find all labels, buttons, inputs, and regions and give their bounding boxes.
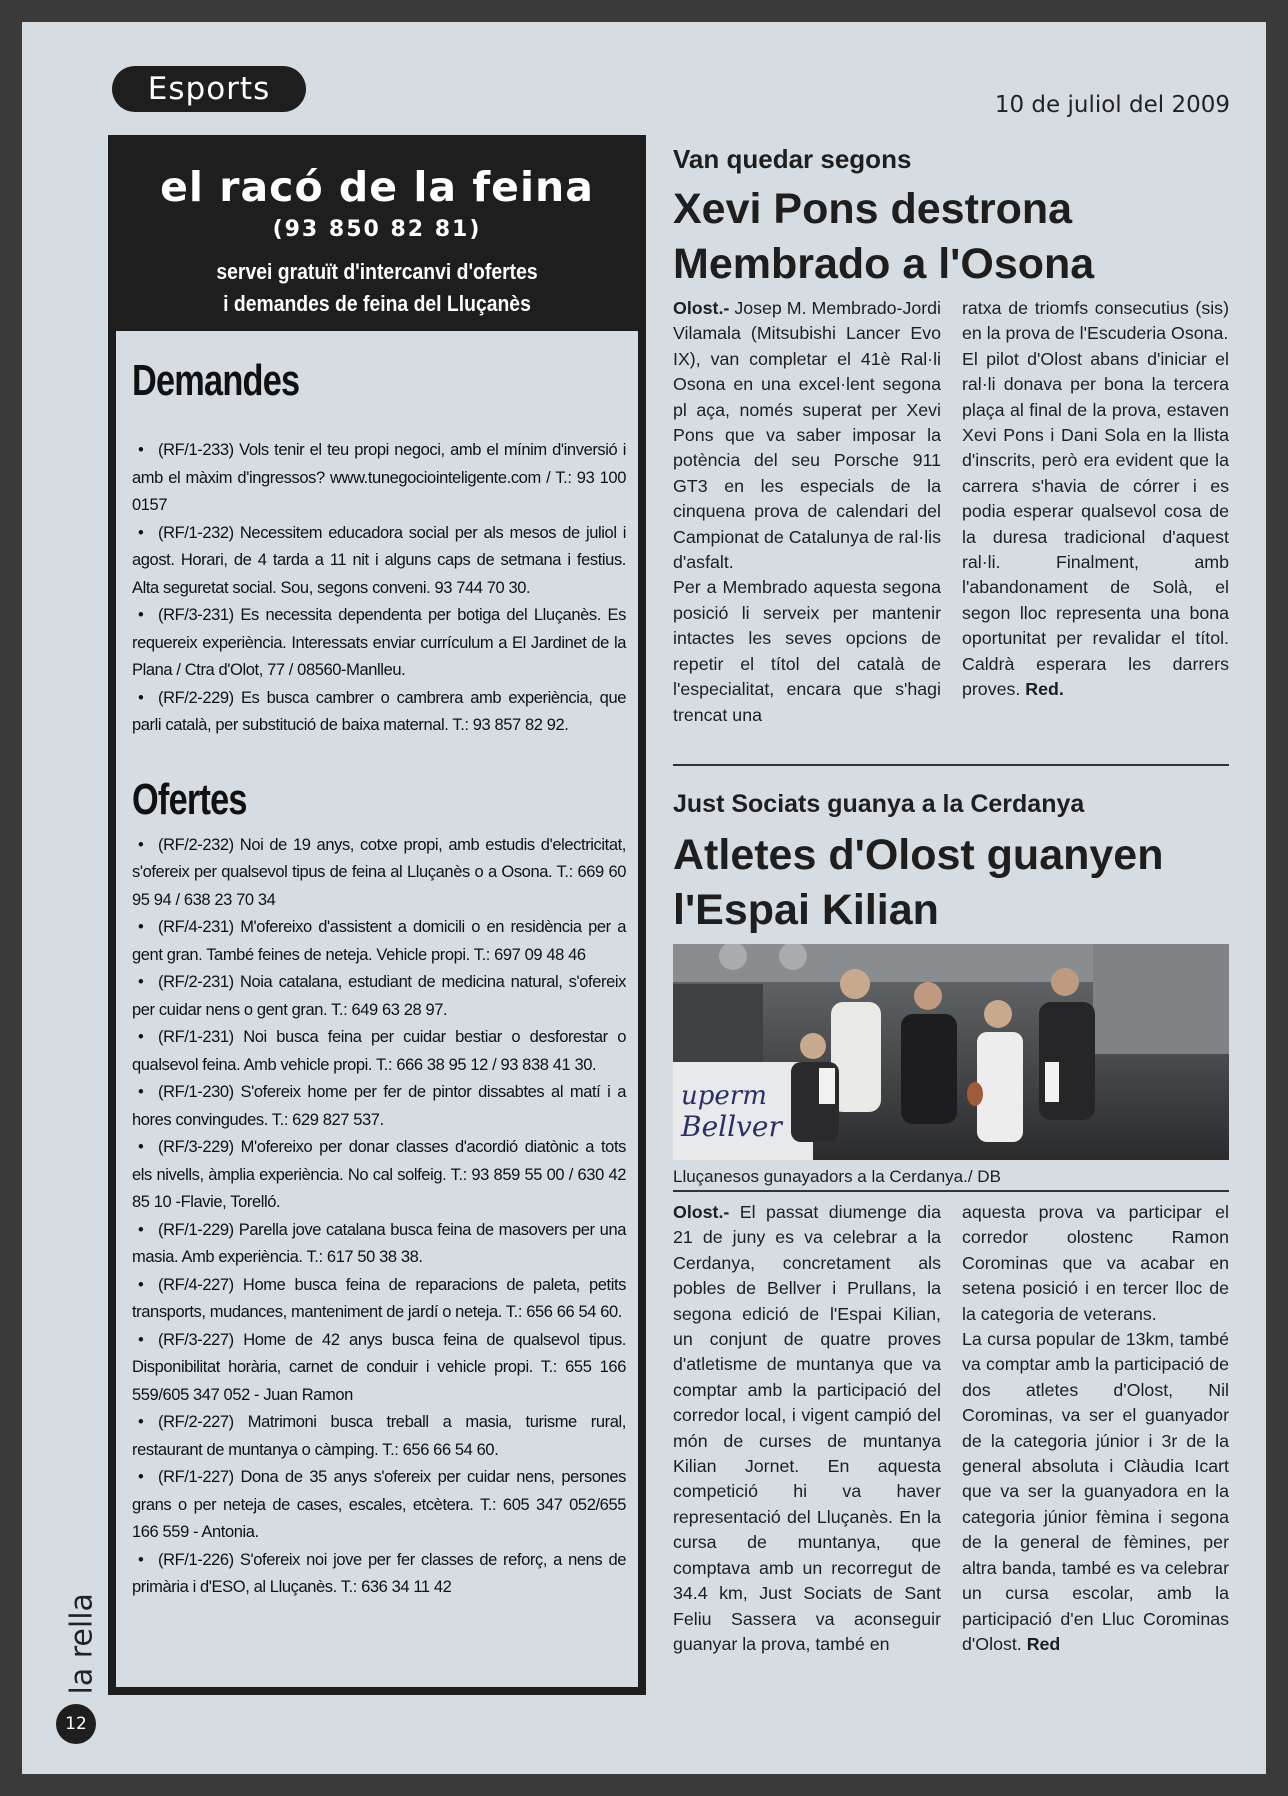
ofertes-ad (132, 832, 626, 915)
ofertes-ad-text: (RF/1-226) S'ofereix noi jove per fer classes de reforç, a nens de primària i d'ESO, al Lluçanès. T.: 636 34 11 42 (132, 1550, 626, 1596)
article2-headline-line1: Atletes d'Olost guanyen (673, 831, 1164, 879)
bullet-icon: • (138, 1138, 144, 1156)
demandes-ad (132, 520, 626, 603)
ofertes-ad-text: (RF/1-227) Dona de 35 anys s'ofereix per cuidar nens, persones grans o per neteja de cases, escales, etcètera. T.: 605 347 052/655 166 559 - Antonia. (132, 1468, 626, 1541)
article1-signature: Red. (1025, 679, 1064, 700)
publication-name (62, 1577, 102, 1697)
article2-column2 (962, 1200, 1229, 1657)
section-label: Esports (112, 66, 306, 112)
ofertes-ad (132, 969, 626, 1024)
article2-headline (673, 828, 1163, 938)
photo-sign-line1: uperm (681, 1081, 767, 1111)
article-divider (673, 764, 1229, 766)
demandes-list (132, 437, 626, 740)
ofertes-ad-text: (RF/2-231) Noia catalana, estudiant de medicina natural, s'ofereix per cuidar nens o gent gran. T.: 649 63 28 97. (132, 973, 626, 1019)
article1-headline (673, 182, 1094, 292)
bullet-icon: • (138, 523, 144, 542)
bullet-icon: • (138, 973, 144, 991)
demandes-ad-text: (RF/1-233) Vols tenir el teu propi negoci, amb el mínim d'inversió i amb el màxim d'ingressos? www.tunegociointeligente.com / T.: 93 100 0157 (132, 441, 626, 514)
article1-column1 (673, 296, 941, 728)
article1-headline-line2: Membrado a l'Osona (673, 240, 1095, 288)
bullet-icon: • (138, 688, 144, 707)
ofertes-ad (132, 1409, 626, 1464)
article2-col1-text: El passat diumenge dia 21 de juny es va celebrar a la Cerdanya, concretament als pobles de Bellver i Prullans, la segona edició de l'Espai Kilian, un conjunt de quatre proves d'atletisme de muntanya que va comptar amb la participació del corredor local, i vigent campió del món de curses de muntanya Kilian Jornet. En aquesta competició hi va haver representació del Lluçanès. En la cursa de muntanya, que comptava amb un recorregut de 34.4 km, Just Sociats de Sant Feliu Sassera va aconseguir guanyar la prova, també en (673, 1202, 941, 1654)
bullet-icon: • (138, 1028, 144, 1046)
bullet-icon: • (138, 1220, 144, 1239)
article2-col2-text: La cursa popular de 13km, també va comptar amb la participació de dos atletes d'Olost, Nil Corominas, va ser el guanyador de la categoria júnior i 3r de la general absoluta i Clàudia Icart que va ser la guanyadora en la categoria júnior fèmina i segona de la general de fèmines, per altra banda, també es va celebrar un cursa escolar, amb la participació d'en Lluc Corominas d'Olost. (962, 1329, 1229, 1654)
ofertes-ad (132, 914, 626, 969)
article1-col1-text: Josep M. Membrado-Jordi Vilamala (Mitsubishi Lancer Evo IX), van completar el 41è Ral·li Osona en una excel·lent segona pl aça, només superat per Xevi Pons que va saber imposar la potència del seu Porsche 911 GT3 en les especials de la cinquena prova de calendari del Campionat de Catalunya de ral·lis d'asfalt. (673, 298, 941, 573)
ofertes-ad-text: (RF/3-229) M'ofereixo per donar classes d'acordió diatònic a tots els nivells, àmplia experiència. No cal solfeig. T.: 93 859 55 00 / 630 42 85 10 -Flavie, Torelló. (132, 1138, 626, 1211)
ofertes-ad-text: (RF/4-227) Home busca feina de reparacions de paleta, petits transports, mudances, manteniment de jardí o neteja. T.: 656 66 54 60. (132, 1275, 626, 1321)
article2-col1-p1 (673, 1200, 941, 1657)
demandes-ad-text: (RF/1-232) Necessitem educadora social per als mesos de juliol i agost. Horari, de 4 tarda a 11 nit i alguns caps de setmana i festius. Alta seguretat social. Sou, segons conveni. 93 744 70 30. (132, 523, 626, 597)
demandes-ad (132, 437, 626, 520)
ofertes-ad-text: (RF/1-231) Noi busca feina per cuidar bestiar o desforestar o qualsevol feina. Amb vehicle propi. T.: 666 38 95 12 / 93 838 41 30. (132, 1028, 626, 1074)
job-exchange-panel (108, 135, 646, 1695)
bullet-icon: • (138, 1083, 144, 1101)
article1-col2-p2 (962, 347, 1229, 703)
publication-name-text: la rella (64, 1593, 100, 1695)
ofertes-ad-text: (RF/1-230) S'ofereix home per fer de pintor dissabtes al matí i a hores convingudes. T.: 629 827 537. (132, 1083, 626, 1129)
ofertes-ad (132, 1024, 626, 1079)
panel-phone: (93 850 82 81) (272, 217, 482, 242)
bullet-icon: • (138, 606, 144, 624)
article1-col1-p2: Per a Membrado aquesta segona posició li serveix per mantenir intactes les seves opcions de repetir el títol del català de l'especialitat, encara que s'hagi trencat una (673, 577, 941, 725)
article2-signature: Red (1026, 1633, 1061, 1654)
article2-dateline: Olost.- (673, 1202, 730, 1222)
ofertes-list (132, 832, 626, 1602)
article1-column2 (962, 296, 1229, 703)
page-number: 12 (56, 1704, 96, 1744)
ofertes-ad (132, 1134, 626, 1217)
issue-date: 10 de juliol del 2009 (994, 92, 1230, 118)
bullet-icon: • (138, 1413, 144, 1431)
panel-title: el racó de la feina (160, 163, 594, 211)
panel-subtitle (147, 256, 606, 320)
demandes-ad-text: (RF/2-229) Es busca cambrer o cambrera amb experiència, que parli català, per substitució de baixa maternal. T.: 93 857 82 92. (132, 688, 626, 734)
demandes-ad (132, 602, 626, 685)
panel-subtitle-line2: i demandes de feina del Lluçanès (223, 291, 531, 316)
bullet-icon: • (138, 835, 144, 854)
bullet-icon: • (138, 918, 144, 936)
bullet-icon: • (138, 1550, 144, 1569)
newspaper-page (22, 22, 1266, 1774)
photo-sign-line2: Bellver (681, 1110, 782, 1143)
article2-headline-line2: l'Espai Kilian (673, 886, 939, 934)
article1-col1-p1 (673, 296, 941, 575)
ofertes-ad (132, 1217, 626, 1272)
bullet-icon: • (138, 1468, 144, 1486)
ofertes-ad (132, 1547, 626, 1602)
article2-col2-p1: aquesta prova va participar el corredor olostenc Ramon Corominas que va acabar en setena posició i en tercer lloc de la categoria de veterans. (962, 1202, 1229, 1324)
article2-col2-p2 (962, 1327, 1229, 1657)
article1-headline-line1: Xevi Pons destrona (673, 185, 1073, 233)
photo-caption: Lluçanesos gunayadors a la Cerdanya./ DB (673, 1167, 1001, 1186)
article1-col2-p1: ratxa de triomfs consecutius (sis) en la prova de l'Escuderia Osona. (962, 298, 1229, 344)
demandes-ad (132, 685, 626, 740)
athletes-photo-illustration (673, 944, 1229, 1160)
panel-body (116, 355, 638, 1602)
article1-dateline: Olost.- (673, 298, 730, 318)
bullet-icon: • (138, 441, 144, 459)
caption-divider (673, 1190, 1229, 1192)
article2-kicker: Just Sociats guanya a la Cerdanya (673, 790, 1085, 818)
ofertes-ad (132, 1464, 626, 1547)
ofertes-ad (132, 1327, 626, 1410)
ofertes-ad-text: (RF/4-231) M'ofereixo d'assistent a domicili o en residència per a gent gran. També feines de neteja. Vehicle propi. T.: 697 09 48 46 (132, 918, 626, 964)
panel-subtitle-line1: servei gratuït d'intercanvi d'ofertes (216, 259, 538, 284)
demandes-heading: Demandes (132, 356, 300, 405)
athletes-photo (673, 944, 1229, 1160)
ofertes-ad-text: (RF/2-227) Matrimoni busca treball a masia, turisme rural, restaurant de muntanya o càmping. T.: 656 66 54 60. (132, 1413, 626, 1459)
ofertes-ad (132, 1079, 626, 1134)
demandes-ad-text: (RF/3-231) Es necessita dependenta per botiga del Lluçanès. Es requereix experiència. Interessats enviar currículum a El Jardinet de la Plana / Ctra d'Olot, 77 / 08560-Manlleu. (132, 606, 626, 679)
bullet-icon: • (138, 1330, 144, 1349)
article2-column1 (673, 1200, 941, 1657)
ofertes-ad-text: (RF/3-227) Home de 42 anys busca feina de qualsevol tipus. Disponibilitat horària, carnet de conduir i vehicle propi. T.: 655 166 559/605 347 052 - Juan Ramon (132, 1330, 626, 1404)
bullet-icon: • (138, 1275, 144, 1294)
ofertes-heading: Ofertes (132, 774, 247, 824)
ofertes-ad-text: (RF/1-229) Parella jove catalana busca feina de masovers per una masia. Amb experiència. T.: 617 50 38 38. (132, 1220, 626, 1266)
article1-kicker: Van quedar segons (673, 144, 912, 174)
ofertes-ad (132, 1272, 626, 1327)
panel-header (116, 143, 638, 331)
article1-col2-text: El pilot d'Olost abans d'iniciar el ral·li donava per bona la tercera plaça al final de la prova, estaven Xevi Pons i Dani Sola en la llista d'inscrits, però era evident que la carrera s'havia de córrer i es podia esperar qualsevol cosa de la duresa tradicional d'aquest ral·li. Finalment, amb l'abandonament de Solà, el segon lloc representa una bona oportunitat per revalidar el títol. Caldrà esperara les darrers proves. (962, 348, 1229, 700)
ofertes-ad-text: (RF/2-232) Noi de 19 anys, cotxe propi, amb estudis d'electricitat, s'ofereix per qualsevol tipus de feina al Lluçanès o a Osona. T.: 669 60 95 94 / 638 23 70 34 (132, 835, 626, 909)
